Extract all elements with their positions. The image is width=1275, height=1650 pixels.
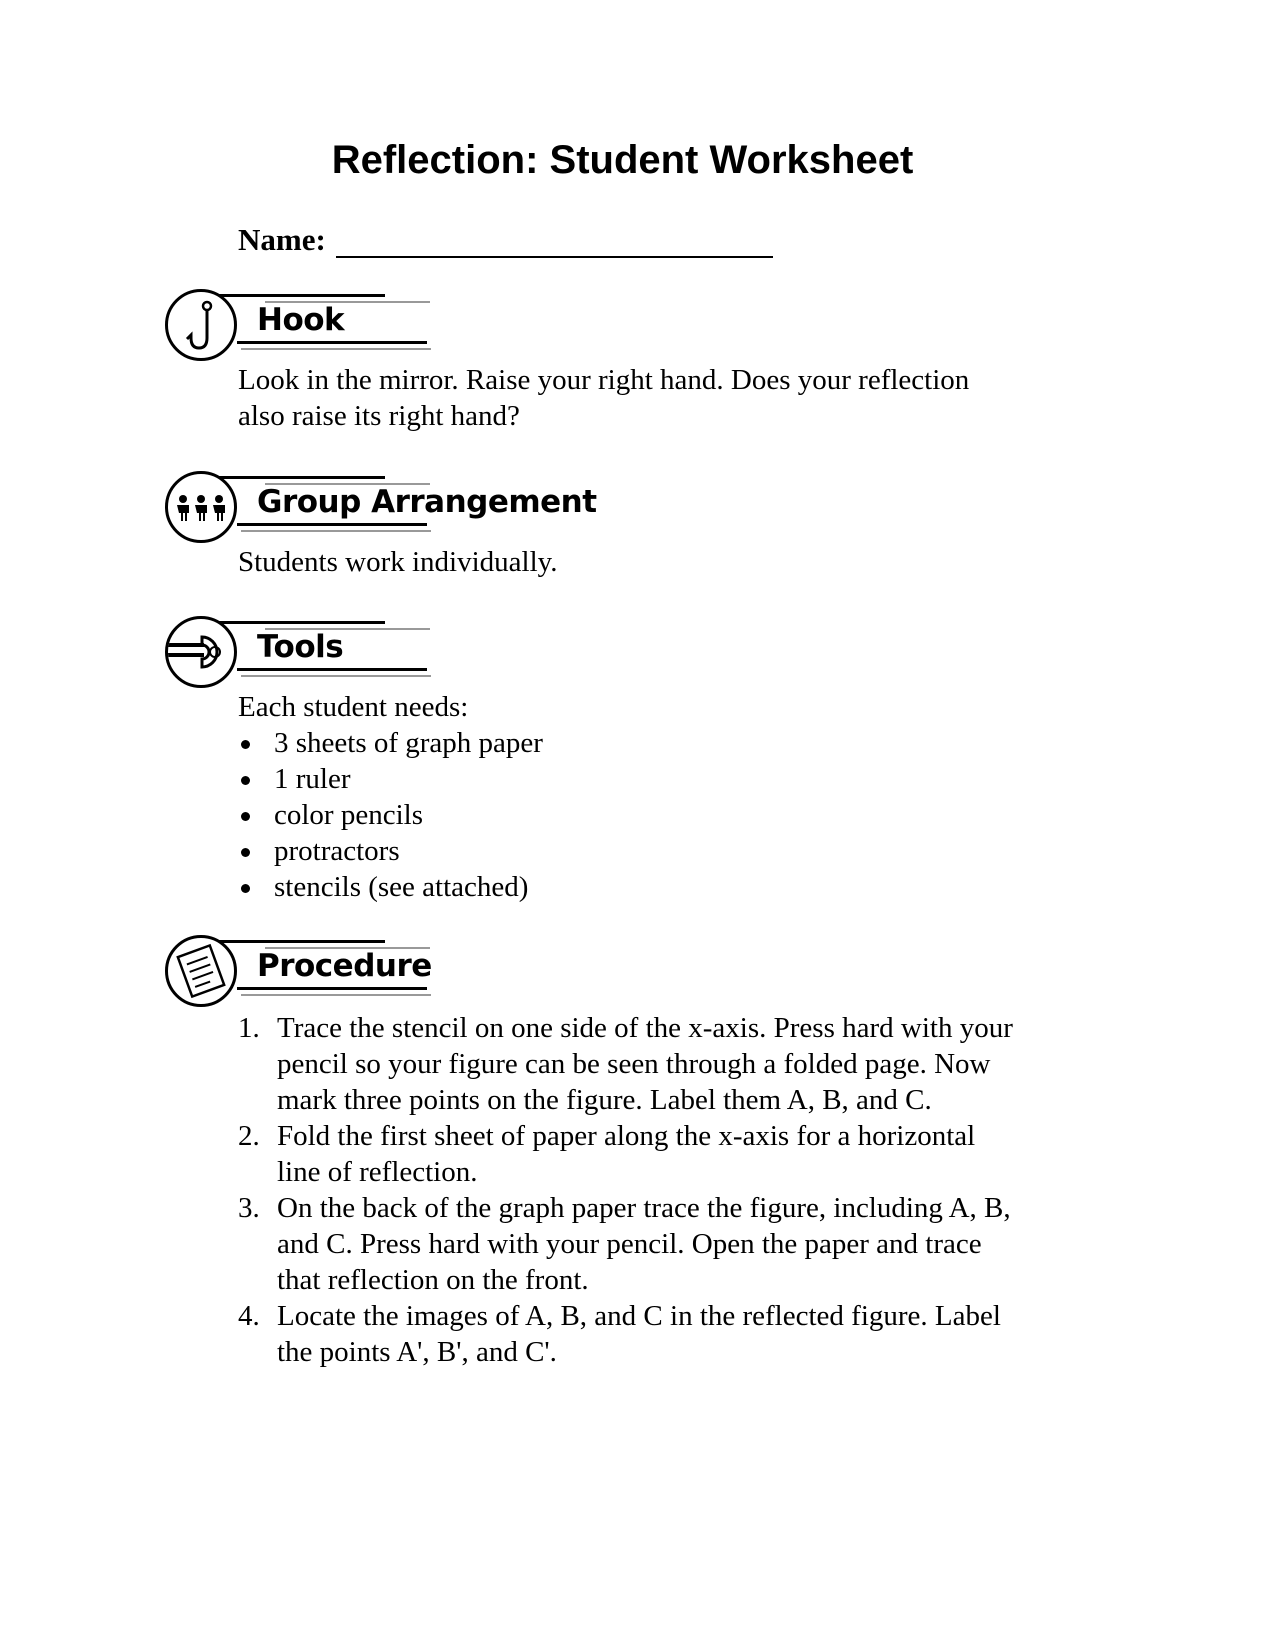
section-label: Hook: [257, 302, 345, 338]
list-item: protractors: [238, 833, 543, 869]
list-item: color pencils: [238, 797, 543, 833]
section-header-procedure: [165, 931, 432, 1011]
list-item: 3 sheets of graph paper: [238, 725, 543, 761]
people-icon: [165, 471, 237, 543]
tools-intro: Each student needs:: [238, 691, 469, 723]
list-item: 1 ruler: [238, 761, 543, 797]
procedure-list: [238, 1010, 1013, 1370]
procedure-text: [238, 1010, 1013, 1370]
wrench-icon: [165, 616, 237, 688]
page-title: Reflection: Student Worksheet: [331, 138, 914, 182]
name-blank[interactable]: [336, 226, 773, 258]
section-label: Procedure: [257, 948, 432, 984]
name-label: Name:: [238, 222, 326, 257]
section-label: Tools: [257, 629, 344, 665]
hook-icon: [165, 289, 237, 361]
list-item: 2. Fold the first sheet of paper along the x-axis for a horizontal line of reflection.: [238, 1120, 976, 1188]
list-item: 4. Locate the images of A, B, and C in the reflected figure. Label the points A', B', and C'.: [238, 1300, 1001, 1368]
section-header-hook: [165, 285, 425, 365]
list-item: 3. On the back of the graph paper trace the figure, including A, B, and C. Press hard with your pencil. Open the paper and trace that reflection on the front.: [238, 1192, 1011, 1296]
tools-text: [238, 689, 543, 905]
section-header-group: [165, 467, 597, 547]
checklist-icon: [165, 935, 237, 1007]
list-item: 1. Trace the stencil on one side of the x-axis. Press hard with your pencil so your figure can be seen through a folded page. Now mark three points on the figure. Label them A, B, and C.: [238, 1012, 1013, 1116]
section-label: Group Arrangement: [257, 484, 597, 520]
hook-text: Look in the mirror. Raise your right hand. Does your reflection also raise its right hand?: [238, 364, 970, 432]
tools-list: [238, 725, 543, 905]
name-row: [238, 222, 773, 258]
list-item: stencils (see attached): [238, 869, 543, 905]
section-header-tools: [165, 612, 425, 692]
group-text: Students work individually.: [238, 546, 558, 578]
